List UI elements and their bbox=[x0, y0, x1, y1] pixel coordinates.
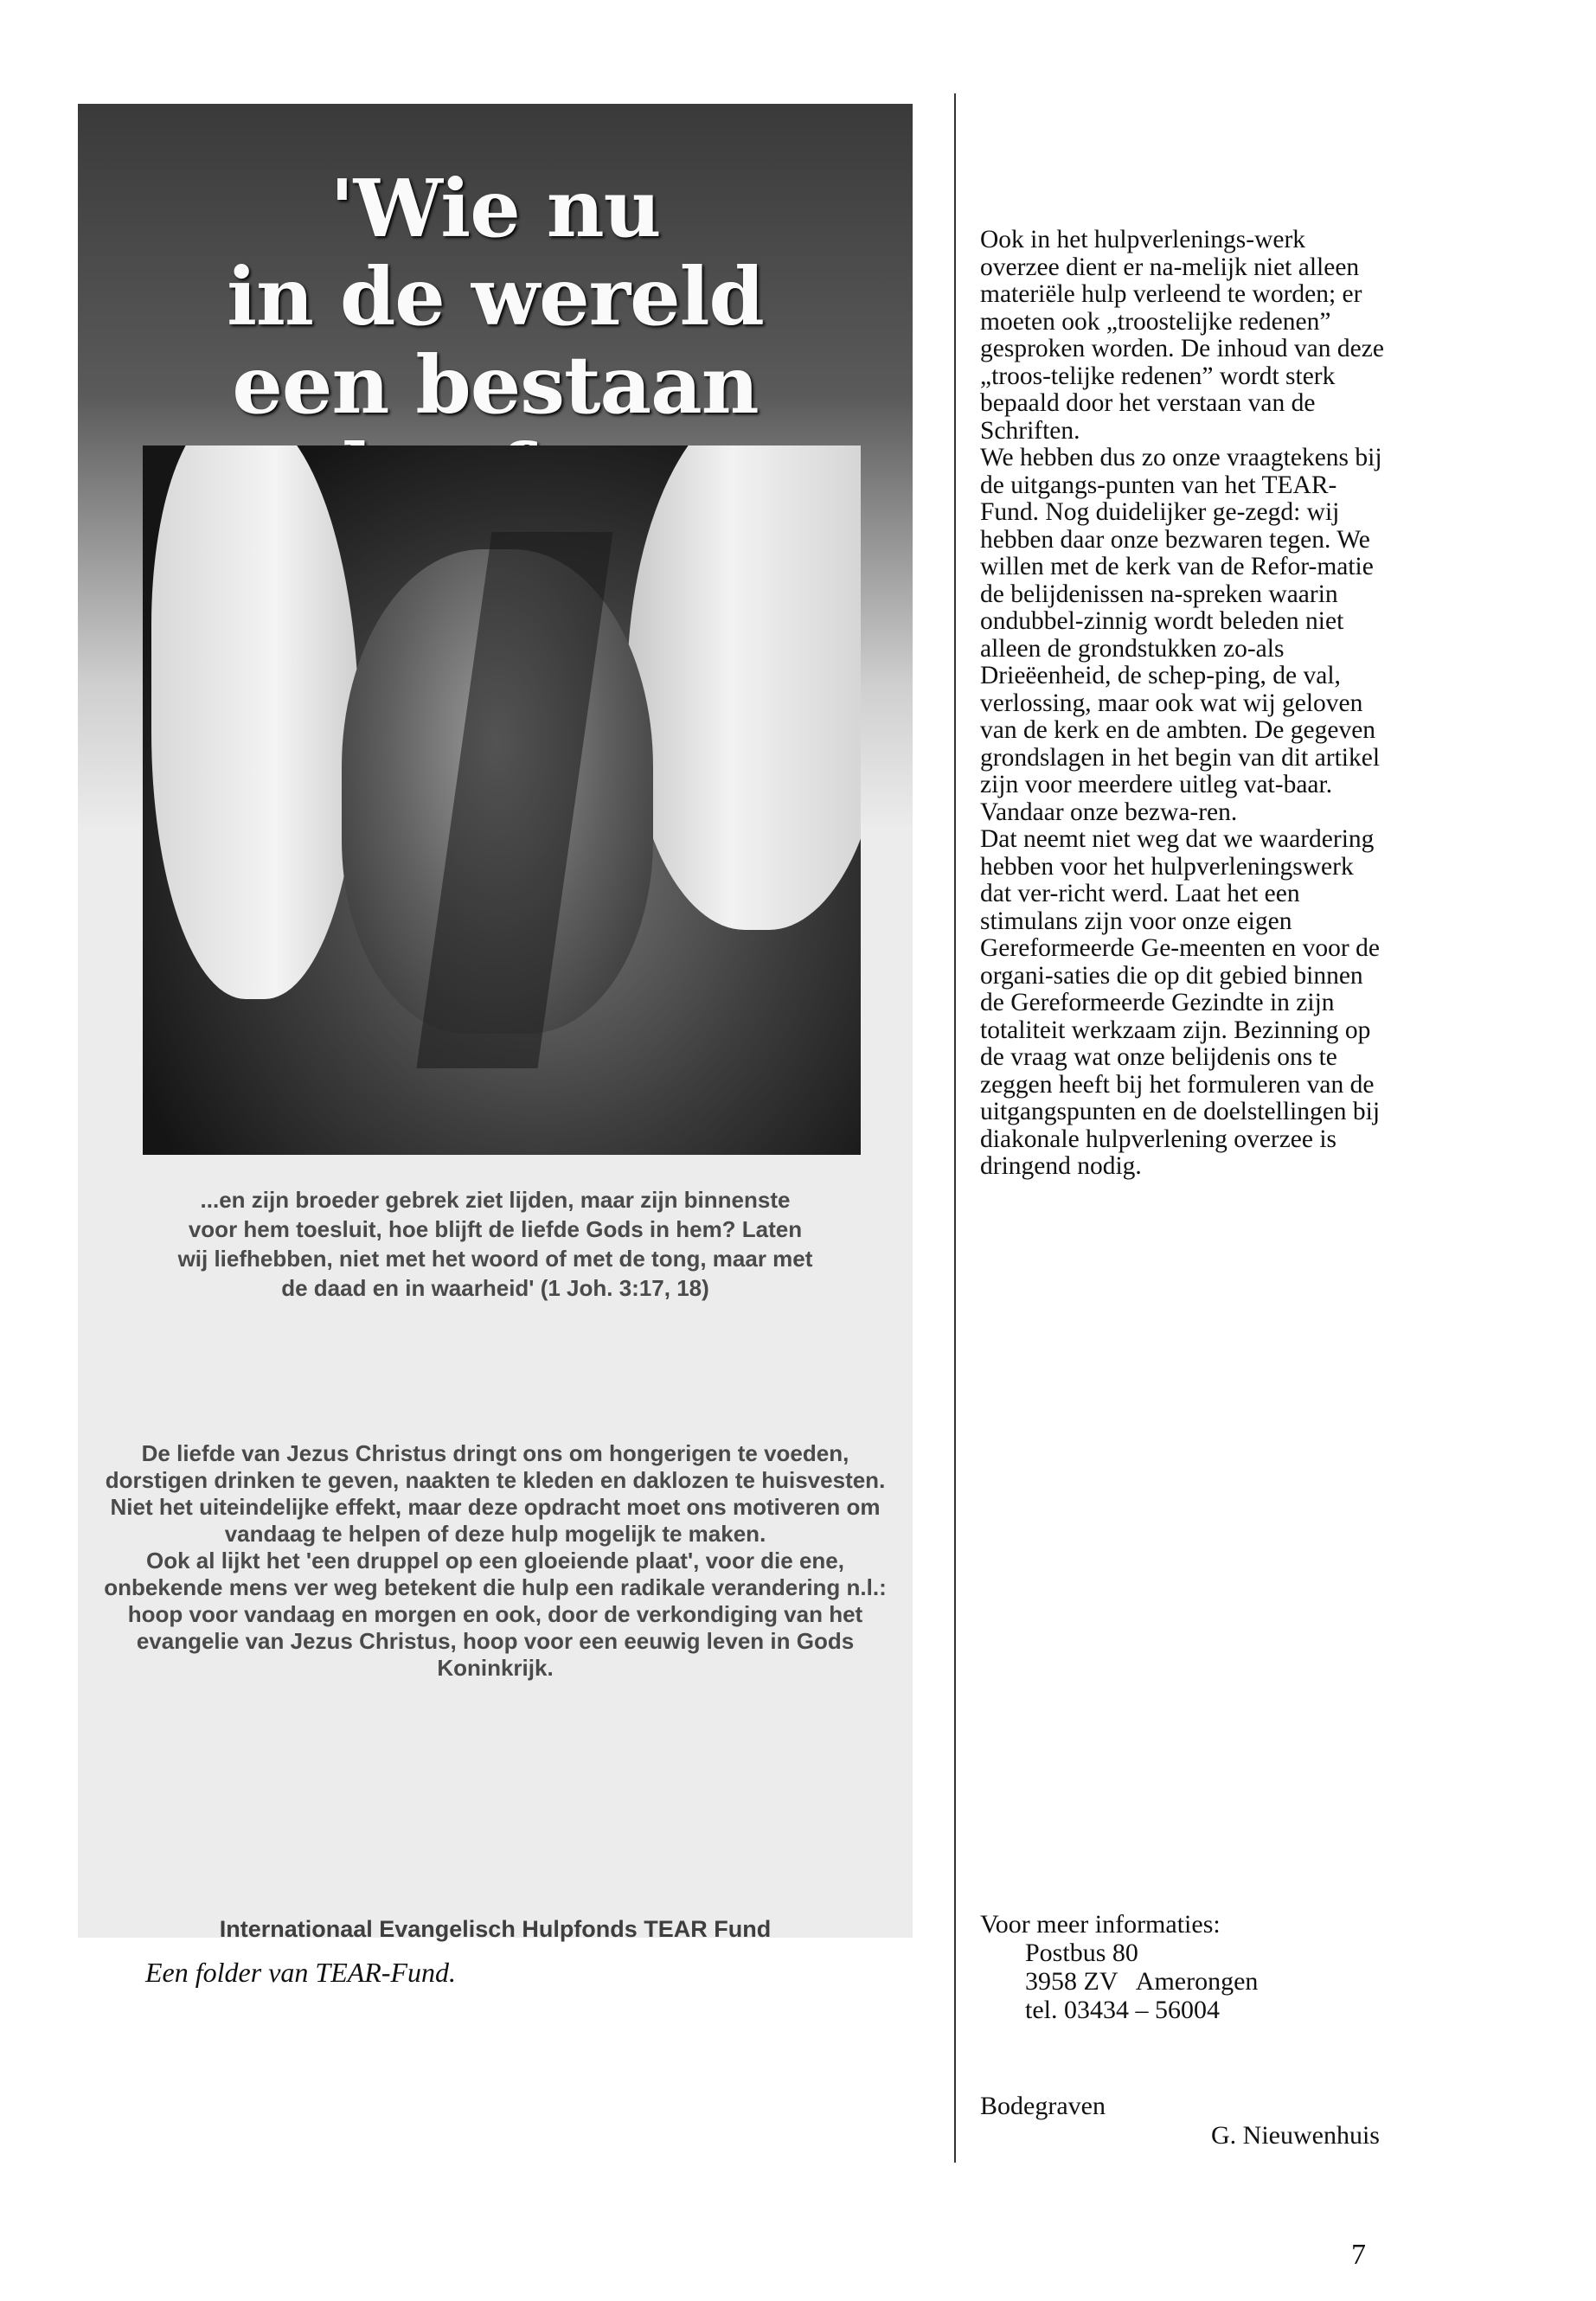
folder-caption: Een folder van TEAR-Fund. bbox=[145, 1957, 457, 1988]
photo-hand-right bbox=[627, 445, 861, 930]
photo-hand-left bbox=[151, 445, 359, 999]
folder-body-paragraph-1: De liefde van Jezus Christus dringt ons om hongerigen te voeden, dorstigen drinken te geven, naakten te kleden en daklozen te huisvesten. Niet het uiteindelijke effekt, maar deze opdracht moet ons motiveren om vandaag te helpen of deze hulp mogelijk te maken. bbox=[105, 1440, 886, 1547]
signature-place: Bodegraven bbox=[980, 2092, 1106, 2120]
tear-fund-folder bbox=[78, 104, 913, 1942]
contact-postbus: Postbus 80 bbox=[1025, 1939, 1138, 1967]
article-paragraph-2: We hebben dus zo onze vraagtekens bij de uitgangs-punten van het TEAR-Fund. Nog duidelijker ge-zegd: wij hebben daar onze bezwaren tegen. We willen met de kerk van de Refor-matie de belijdenissen na-spreken waarin ondubbel-zinnig wordt beleden niet alleen de grondstukken zo-als Drieëenheid, de schep-ping, de val, verlossing, maar ook wat wij geloven van de kerk en de ambten. De gegeven grondslagen in het begin van dit artikel zijn voor meerdere uitleg vat-baar. Vandaar onze bezwa-ren. bbox=[980, 444, 1382, 826]
signature-author: G. Nieuwenhuis bbox=[1211, 2121, 1380, 2150]
signature-block bbox=[980, 2092, 1387, 2150]
article-paragraph-1: Ook in het hulpverlenings-werk overzee dient er na-melijk niet alleen materiële hulp verleend te worden; er moeten ook „troostelijke redenen” gesproken worden. De inhoud van deze „troos-telijke redenen” wordt sterk bepaald door het verstaan van de Schriften. bbox=[980, 226, 1384, 445]
page-number: 7 bbox=[1351, 2239, 1366, 2271]
contact-block bbox=[980, 1910, 1387, 2024]
child-photo bbox=[143, 445, 861, 1155]
folder-body-paragraph-2: Ook al lijkt het 'een druppel op een gloeiende plaat', voor die ene, onbekende mens ver weg betekent die hulp een radikale verandering n.l.: hoop voor vandaag en morgen en ook, door de verkondiging van het evangelie van Jezus Christus, hoop voor een eeuwig leven in Gods Koninkrijk. bbox=[104, 1548, 887, 1681]
article-column bbox=[980, 227, 1387, 1181]
article-paragraph-3: Dat neemt niet weg dat we waardering hebben voor het hulpverleningswerk dat ver-richt werd. Laat het een stimulans zijn voor onze eigen Gereformeerde Ge-meenten en voor de organi-saties die op dit gebied binnen de Gereformeerde Gezindte in zijn totaliteit werkzaam zijn. Bezinning op de vraag wat onze belijdenis ons te zeggen heeft bij het formuleren van de uitgangspunten en de doelstellingen bij diakonale hulpverlening overzee is dringend nodig. bbox=[980, 825, 1381, 1180]
contact-label: Voor meer informaties: bbox=[980, 1910, 1221, 1939]
folder-headline: 'Wie nu in de wereld een bestaan bbox=[227, 162, 764, 432]
contact-city: 3958 ZV Amerongen bbox=[1025, 1967, 1259, 1996]
column-divider bbox=[954, 93, 956, 2163]
folder-organization-name: Internationaal Evangelisch Hulpfonds TEAR Fund bbox=[219, 1916, 772, 1942]
contact-phone: tel. 03434 – 56004 bbox=[1025, 1996, 1220, 2024]
folder-body-text bbox=[95, 1440, 895, 1682]
folder-bible-quote: ...en zijn broeder gebrek ziet lijden, maar zijn binnenste voor hem toesluit, hoe blijft de liefde Gods in hem? Laten wij liefhebben, niet met het woord of met de tong, maar met de daad en in waarheid' (1 Joh. 3:17, 18) bbox=[177, 1187, 813, 1301]
